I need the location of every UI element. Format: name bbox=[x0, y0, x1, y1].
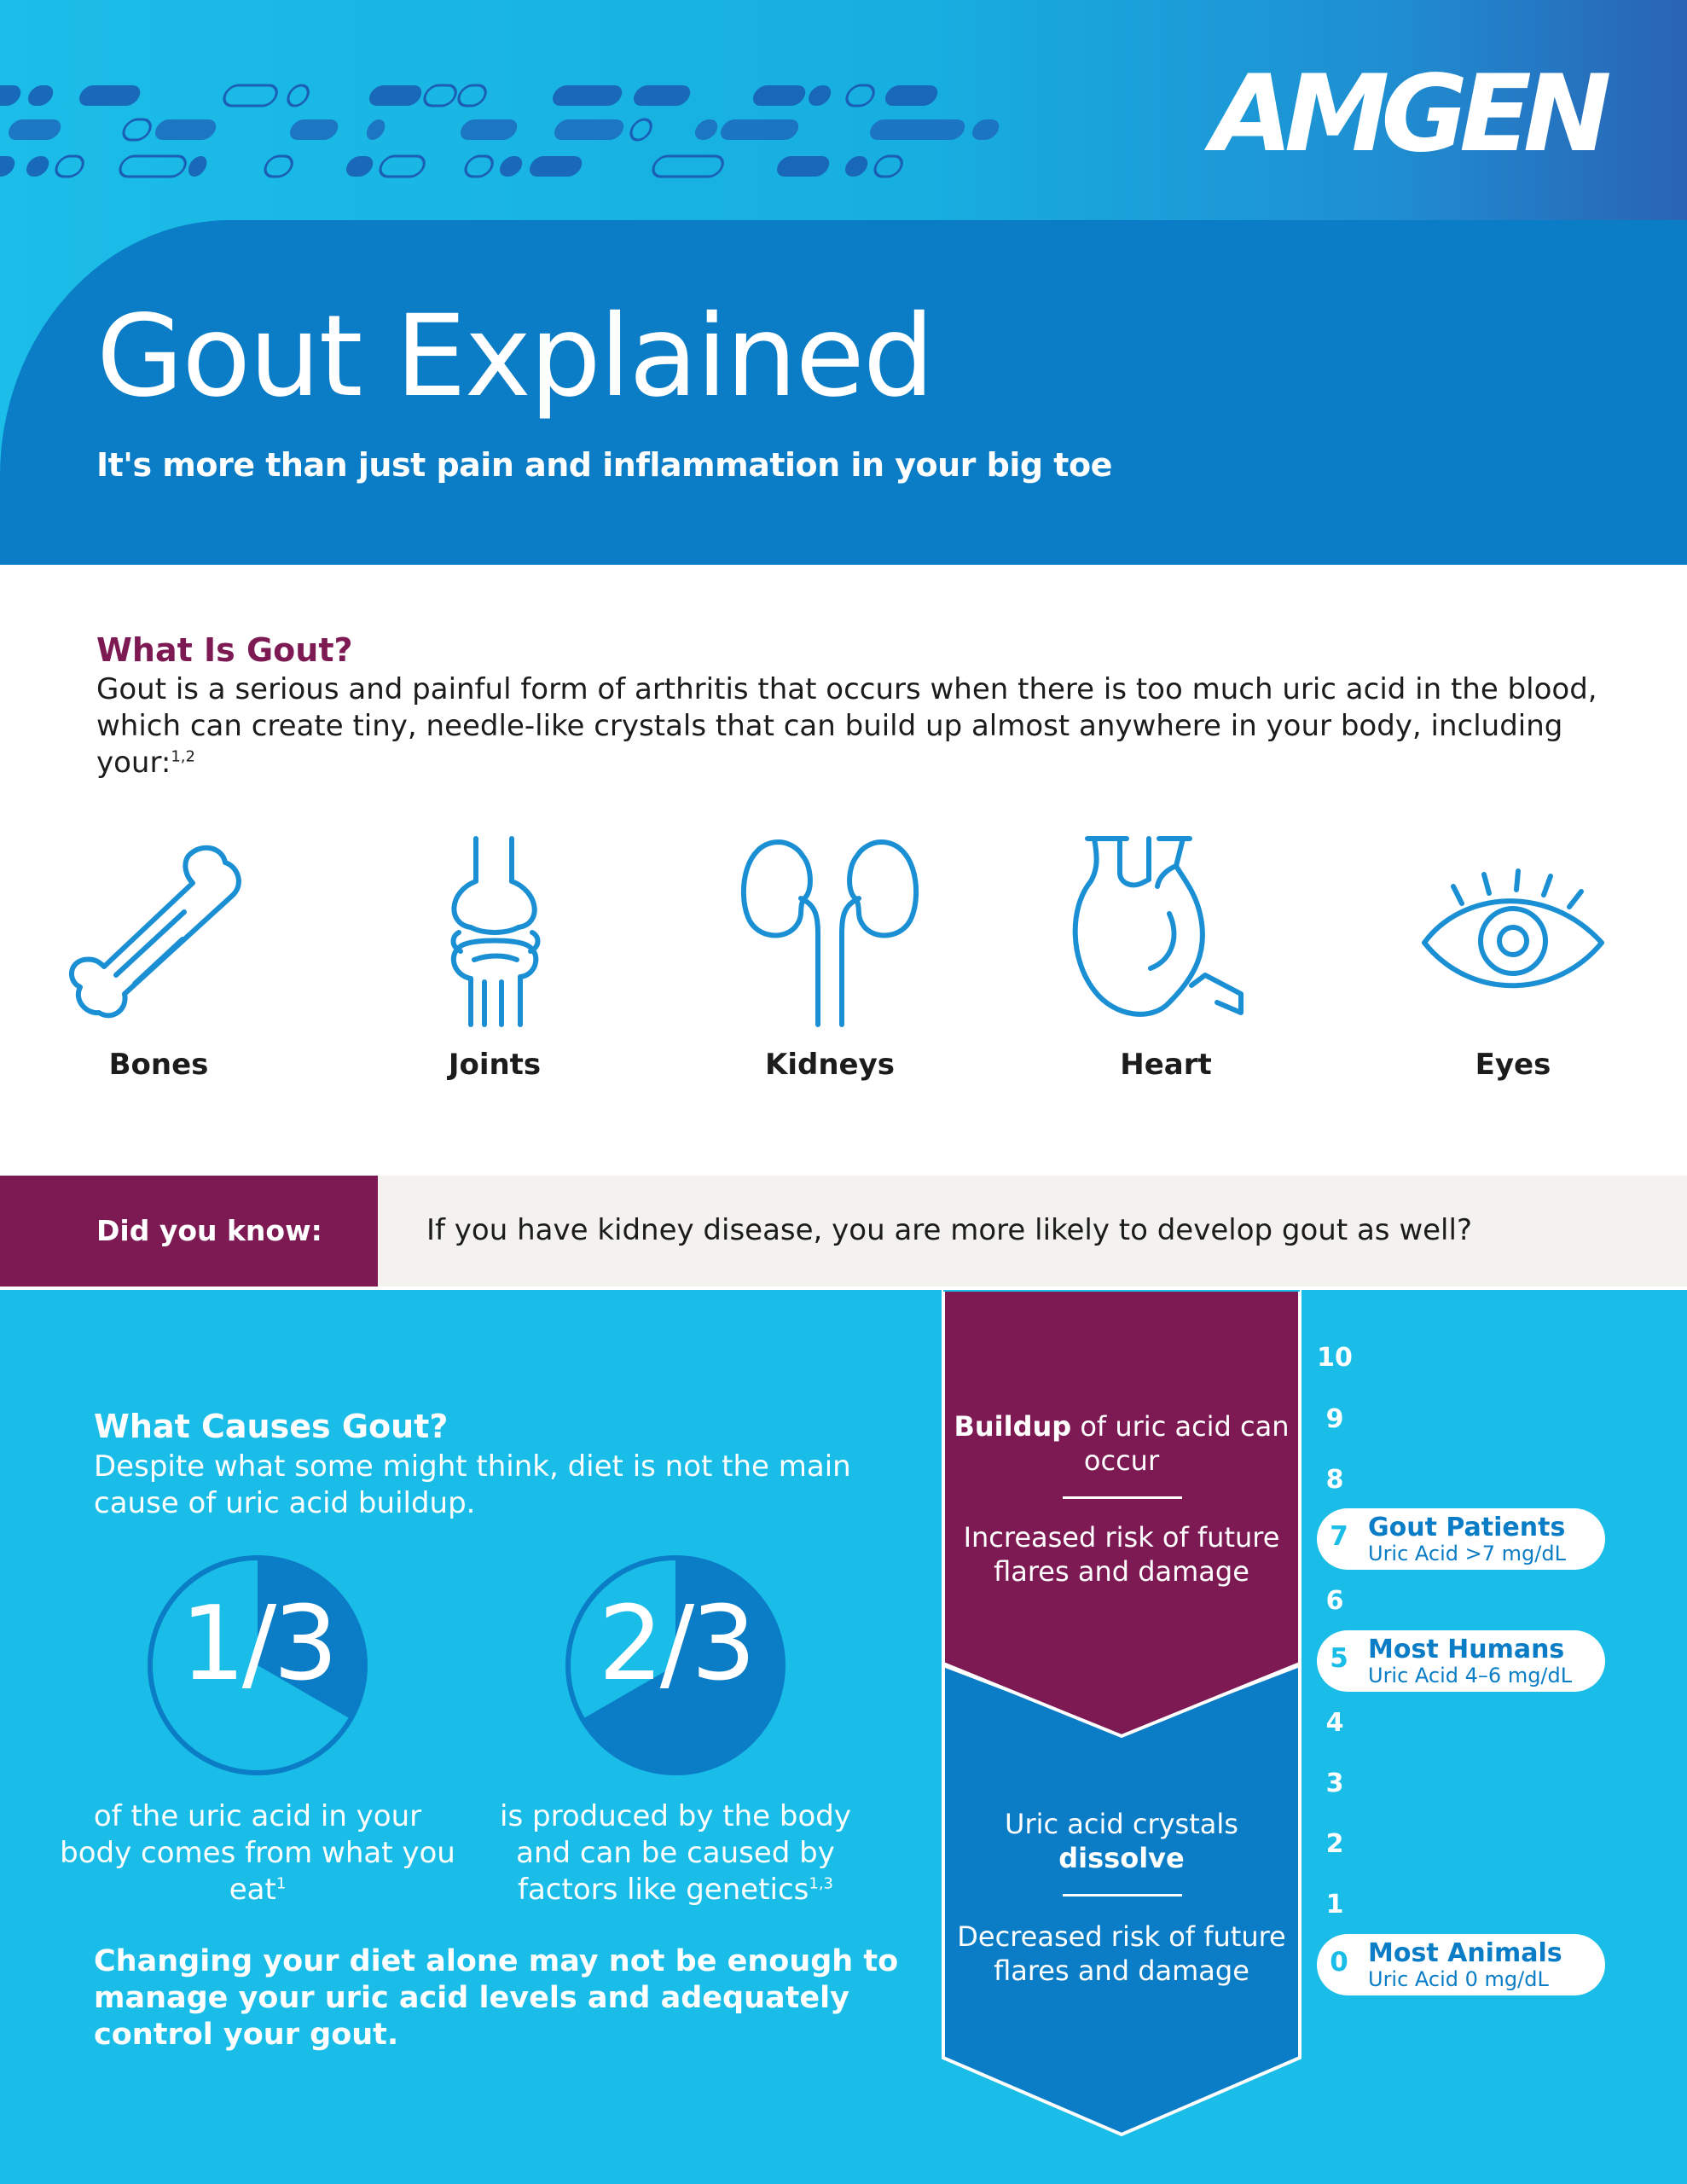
organ-label: Bones bbox=[108, 1048, 209, 1082]
decorative-pill bbox=[806, 85, 834, 106]
decorative-pill bbox=[552, 119, 627, 140]
knee-joint-icon bbox=[392, 832, 597, 1028]
decorative-pill bbox=[844, 85, 877, 106]
scale-number: 8 bbox=[1325, 1465, 1344, 1495]
what-causes-gout-body: Despite what some might think, diet is not the main cause of uric acid buildup. bbox=[94, 1449, 851, 1520]
scale-marker-title: Gout Patients bbox=[1368, 1513, 1566, 1542]
scale-number: 4 bbox=[1325, 1708, 1344, 1738]
organ-label: Eyes bbox=[1475, 1048, 1551, 1082]
scale-number: 9 bbox=[1325, 1404, 1344, 1434]
organ-label: Heart bbox=[1120, 1048, 1212, 1082]
heart-icon bbox=[1064, 832, 1268, 1028]
page-subtitle: It's more than just pain and inflammation in your big toe bbox=[96, 446, 1112, 484]
decorative-pill bbox=[631, 85, 693, 106]
page-title: Gout Explained bbox=[96, 291, 933, 422]
scale-marker-number: 5 bbox=[1330, 1643, 1348, 1674]
decorative-pill bbox=[527, 156, 585, 177]
scale-marker-subtitle: Uric Acid 4–6 mg/dL bbox=[1368, 1664, 1573, 1687]
decorative-pill bbox=[751, 85, 809, 106]
scale-number: 10 bbox=[1317, 1343, 1353, 1373]
decorative-pill bbox=[286, 85, 311, 106]
what-is-gout-heading: What Is Gout? bbox=[96, 631, 353, 669]
arrow-buildup-text: Buildup of uric acid can occur bbox=[954, 1410, 1290, 1477]
decorative-pill bbox=[774, 156, 832, 177]
decorative-pill bbox=[463, 156, 496, 177]
what-is-gout-body: Gout is a serious and painful form of arthritis that occurs when there is too much uric acid in the blood, which can create tiny, needle-like crystals that can build up almost anywhere in your body, including your:$^{1,2}$ bbox=[96, 672, 1597, 780]
decorative-pill bbox=[693, 119, 721, 140]
scale-number: 3 bbox=[1325, 1769, 1344, 1798]
organ-kidneys bbox=[728, 832, 932, 1082]
scale-marker-number: 0 bbox=[1330, 1947, 1348, 1978]
citation: 1 bbox=[275, 1874, 287, 1893]
scale-number: 2 bbox=[1325, 1829, 1344, 1859]
organ-bones bbox=[56, 832, 261, 1082]
decorative-pill bbox=[287, 119, 341, 140]
organ-heart bbox=[1064, 832, 1268, 1082]
fraction-one-third-desc: of the uric acid in your body comes from what you eat$^1$ bbox=[60, 1799, 455, 1907]
fraction-two-thirds-desc: is produced by the body and can be caused by factors like genetics$^{1,3}$ bbox=[500, 1799, 851, 1907]
decorative-pill bbox=[970, 119, 1002, 140]
decorative-pill bbox=[718, 119, 802, 140]
decorative-pill bbox=[367, 85, 425, 106]
causes-conclusion: Changing your diet alone may not be enough to manage your uric acid levels and adequately control your gout. bbox=[94, 1944, 899, 2052]
decorative-pill bbox=[77, 85, 143, 106]
scale-marker-gout-patients bbox=[1317, 1508, 1605, 1570]
decorative-pill bbox=[26, 85, 56, 106]
decorative-pill bbox=[263, 156, 295, 177]
did-you-know-label: Did you know: bbox=[96, 1214, 322, 1247]
decorative-pill bbox=[867, 119, 968, 140]
scale-number: 6 bbox=[1325, 1586, 1344, 1616]
decorative-pill bbox=[121, 119, 154, 140]
arrow-divider bbox=[1063, 1894, 1182, 1896]
scale-marker-title: Most Animals bbox=[1368, 1938, 1562, 1968]
decorative-pill bbox=[550, 85, 625, 106]
scale-marker-most-animals bbox=[1317, 1934, 1605, 1995]
decorative-pill bbox=[456, 85, 489, 106]
header-banner bbox=[0, 0, 1687, 565]
decorative-pill bbox=[458, 119, 520, 140]
did-you-know-text: If you have kidney disease, you are more likely to develop gout as well? bbox=[426, 1213, 1472, 1247]
decorative-pill bbox=[344, 156, 376, 177]
decorative-pill bbox=[118, 156, 188, 177]
decorative-pill bbox=[378, 156, 427, 177]
bone-icon bbox=[56, 832, 261, 1028]
scale-number: 1 bbox=[1325, 1890, 1344, 1920]
kidneys-icon bbox=[728, 832, 932, 1028]
decorative-pill bbox=[883, 85, 941, 106]
what-causes-gout-heading: What Causes Gout? bbox=[94, 1408, 449, 1445]
decorative-pill bbox=[872, 156, 905, 177]
decorative-pill bbox=[24, 156, 52, 177]
arrow-divider bbox=[1063, 1496, 1182, 1499]
fraction-two-thirds: 2/3 bbox=[598, 1585, 753, 1704]
decorative-pill bbox=[843, 156, 871, 177]
decorative-pill bbox=[422, 85, 459, 106]
arrow-top-shape bbox=[943, 1290, 1300, 1736]
scale-marker-subtitle: Uric Acid >7 mg/dL bbox=[1368, 1542, 1566, 1565]
scale-marker-title: Most Humans bbox=[1368, 1635, 1565, 1664]
citation: 1,2 bbox=[171, 747, 195, 766]
decorative-pill bbox=[0, 156, 18, 177]
decorative-pill bbox=[6, 119, 64, 140]
arrow-dissolve-text: Uric acid crystals dissolve bbox=[1005, 1808, 1238, 1874]
decorative-pill bbox=[629, 119, 654, 140]
decorative-pill bbox=[222, 85, 280, 106]
fraction-one-third: 1/3 bbox=[180, 1585, 335, 1704]
organ-label: Joints bbox=[448, 1048, 542, 1082]
eye-icon bbox=[1411, 832, 1615, 1028]
scale-marker-number: 7 bbox=[1330, 1521, 1348, 1552]
decorative-pill bbox=[497, 156, 525, 177]
amgen-logo: AMGEN bbox=[1211, 53, 1603, 176]
decorative-pill-pattern bbox=[0, 0, 1075, 196]
decorative-pill bbox=[153, 119, 219, 140]
organ-eyes bbox=[1411, 832, 1615, 1082]
organ-label: Kidneys bbox=[764, 1048, 895, 1082]
arrow-increased-risk-text: Increased risk of future flares and damage bbox=[963, 1521, 1280, 1588]
decorative-pill bbox=[364, 119, 388, 140]
arrow-decreased-risk-text: Decreased risk of future flares and damage bbox=[957, 1920, 1286, 1987]
decorative-pill bbox=[186, 156, 210, 177]
citation: 1,3 bbox=[809, 1874, 834, 1893]
scale-marker-subtitle: Uric Acid 0 mg/dL bbox=[1368, 1967, 1549, 1991]
decorative-pill bbox=[0, 85, 24, 106]
decorative-pill bbox=[651, 156, 726, 177]
decorative-pill bbox=[54, 156, 86, 177]
scale-marker-most-humans bbox=[1317, 1630, 1605, 1692]
organ-joints bbox=[392, 832, 597, 1082]
